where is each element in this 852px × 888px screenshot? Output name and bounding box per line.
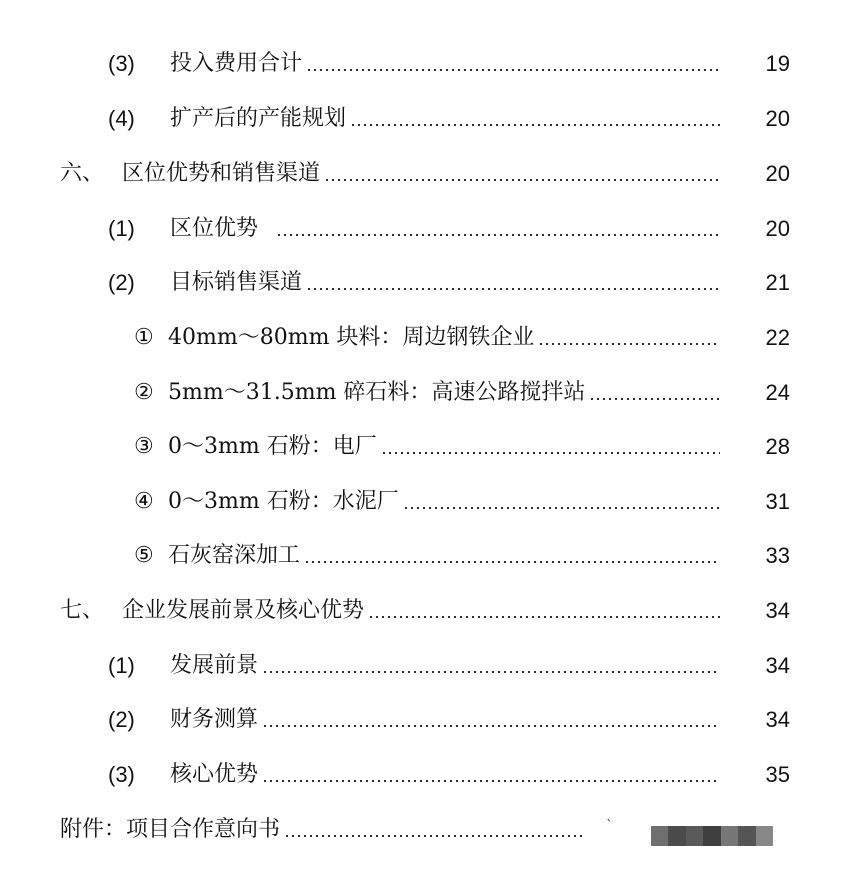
toc-entry[interactable] [0, 373, 852, 413]
redaction-block [738, 826, 755, 846]
toc-chapter-number: 七、 [60, 598, 105, 623]
toc-chapter-title: 企业发展前景及核心优势 [122, 598, 365, 623]
toc-entry-number: (4) [108, 106, 135, 131]
dot-leader [368, 616, 720, 618]
redaction-block [703, 826, 720, 846]
toc-entry-page: 20 [765, 161, 790, 186]
toc-entry-title: 财务测算 [170, 707, 259, 732]
toc-entry-title: 发展前景 [170, 653, 259, 678]
toc-entry-page: 34 [765, 707, 790, 732]
redaction-block [668, 826, 685, 846]
toc-entry-number: (3) [108, 51, 135, 76]
dot-leader [538, 343, 720, 345]
dot-leader [324, 179, 720, 181]
dot-leader [276, 234, 720, 236]
toc-entry-page: 34 [765, 653, 790, 678]
toc-entry[interactable] [0, 263, 852, 303]
toc-entry-page: 20 [765, 106, 790, 131]
toc-entry-number: (2) [108, 707, 135, 732]
dot-leader [403, 507, 720, 509]
dot-leader [262, 780, 720, 782]
dot-leader [589, 398, 720, 400]
toc-entry-title: 投入费用合计 [170, 51, 303, 76]
toc-entry-title: 40mm～80mm 块料：周边钢铁企业 [168, 325, 535, 350]
toc-entry-title: 0～3mm 石粉：电厂 [168, 434, 377, 459]
toc-entry-number: (2) [108, 270, 135, 295]
toc-entry[interactable] [0, 646, 852, 686]
toc-entry-title: 石灰窑深加工 [168, 543, 301, 568]
redaction-block [651, 826, 668, 846]
toc-entry[interactable] [0, 44, 852, 84]
toc-entry[interactable] [0, 755, 852, 795]
toc-entry-page: 35 [765, 762, 790, 787]
toc-entry-number: (1) [108, 216, 135, 241]
toc-entry-number: ④ [134, 489, 154, 514]
toc-entry-page: 24 [765, 380, 790, 405]
redacted-page-number [651, 826, 773, 846]
dot-leader [381, 452, 720, 454]
toc-entry-title: 目标销售渠道 [170, 270, 303, 295]
toc-entry[interactable] [0, 700, 852, 740]
toc-entry[interactable] [0, 482, 852, 522]
toc-chapter-entry[interactable] [0, 591, 852, 631]
toc-entry-page: 34 [765, 598, 790, 623]
toc-entry-page: 31 [765, 489, 790, 514]
dot-leader [262, 671, 720, 673]
toc-entry[interactable] [0, 318, 852, 358]
toc-chapter-number: 六、 [60, 161, 105, 186]
toc-entry[interactable] [0, 536, 852, 576]
toc-entry-page: 33 [765, 543, 790, 568]
stray-mark: ˋ [606, 818, 613, 834]
toc-entry-number: ② [134, 380, 154, 405]
toc-appendix-title: 附件：项目合作意向书 [60, 817, 281, 842]
toc-entry-title: 核心优势 [170, 762, 259, 787]
dot-leader [304, 561, 720, 563]
toc-entry-page: 28 [765, 434, 790, 459]
toc-entry[interactable] [0, 209, 852, 249]
toc-entry-page: 22 [765, 325, 790, 350]
toc-entry-title: 5mm～31.5mm 碎石料：高速公路搅拌站 [168, 380, 586, 405]
toc-entry-number: (3) [108, 762, 135, 787]
toc-entry[interactable] [0, 99, 852, 139]
toc-entry-page: 21 [765, 270, 790, 295]
dot-leader [350, 124, 720, 126]
redaction-block [756, 826, 773, 846]
dot-leader [306, 288, 720, 290]
toc-entry-title: 0～3mm 石粉：水泥厂 [168, 489, 399, 514]
toc-entry-number: ③ [134, 434, 154, 459]
toc-entry-title: 区位优势 [170, 216, 259, 241]
redaction-block [686, 826, 703, 846]
toc-entry-page: 19 [765, 51, 790, 76]
toc-entry-number: ① [134, 325, 154, 350]
toc-entry-number: (1) [108, 653, 135, 678]
toc-entry-title: 扩产后的产能规划 [170, 106, 347, 131]
dot-leader [284, 835, 584, 837]
dot-leader [306, 69, 720, 71]
toc-chapter-entry[interactable] [0, 154, 852, 194]
dot-leader [262, 725, 720, 727]
toc-chapter-title: 区位优势和销售渠道 [122, 161, 321, 186]
redaction-block [721, 826, 738, 846]
toc-entry[interactable] [0, 427, 852, 467]
toc-entry-number: ⑤ [134, 543, 154, 568]
toc-entry-page: 20 [765, 216, 790, 241]
